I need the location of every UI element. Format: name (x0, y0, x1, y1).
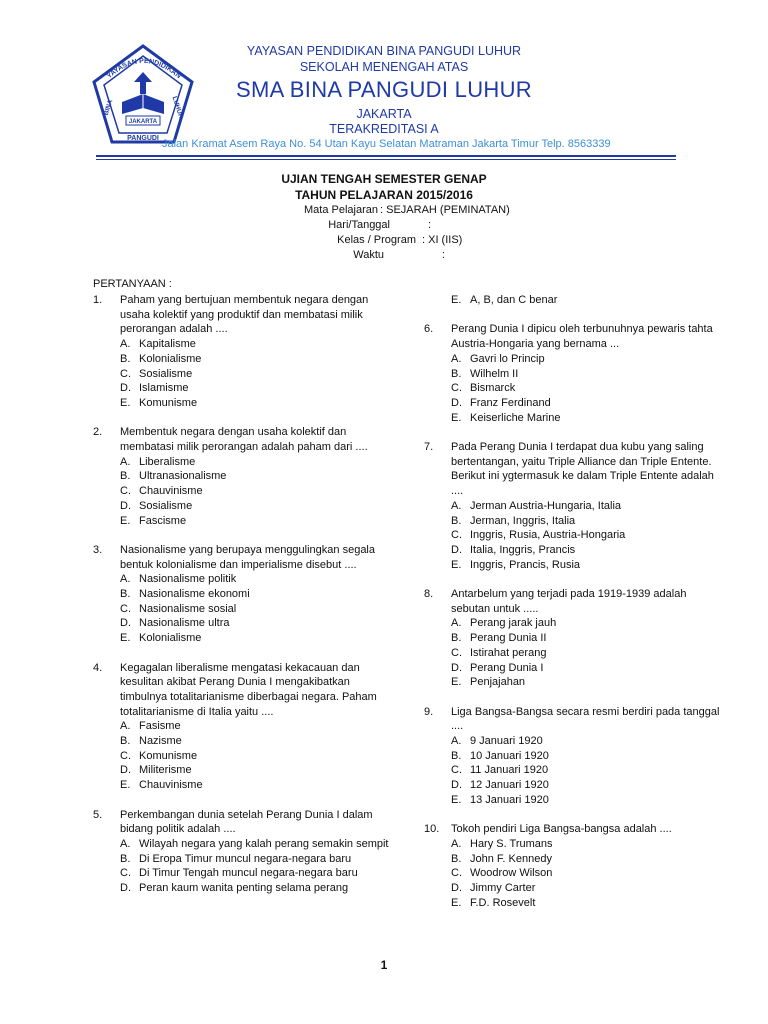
right-question-column (424, 293, 724, 925)
option-text: Islamisme (139, 382, 189, 395)
answer-option (451, 514, 724, 529)
answer-option (120, 367, 393, 382)
answer-option (120, 734, 393, 749)
option-letter: D. (451, 882, 462, 895)
answer-option (451, 631, 724, 646)
option-letter: B. (451, 632, 462, 645)
option-text: Keiserliche Marine (470, 411, 561, 424)
option-text: Peran kaum wanita penting selama perang (139, 882, 349, 895)
option-letter: D. (120, 382, 131, 395)
question-text: Pada Perang Dunia I terdapat dua kubu yang saling bertentangan, yaitu Triple Alliance dan Triple Entente. Berikut ini ygtermasuk ke dalam Triple Entente adalah .... (451, 441, 714, 498)
option-letter: A. (451, 735, 462, 748)
option-letter: A. (120, 720, 131, 733)
option-text: Nazisme (139, 735, 182, 748)
question-text: Perkembangan dunia setelah Perang Dunia I dalam bidang politik adalah .... (120, 808, 373, 836)
option-letter: E. (451, 411, 462, 424)
option-text: Fasisme (139, 720, 181, 733)
time-label: Waktu (353, 249, 384, 261)
option-text: F.D. Rosevelt (470, 896, 536, 909)
option-text: 10 Januari 1920 (470, 749, 549, 762)
option-text: Ultranasionalisme (139, 470, 227, 483)
option-letter: E. (120, 779, 131, 792)
option-letter: E. (120, 396, 131, 409)
option-letter: D. (120, 882, 131, 895)
question-6 (424, 322, 724, 425)
option-letter: E. (120, 632, 131, 645)
page-number: 1 (380, 958, 388, 972)
school-name: SMA BINA PANGUDI LUHUR (236, 77, 532, 102)
option-letter: B. (120, 352, 131, 365)
option-letter: B. (451, 514, 462, 527)
option-letter: D. (451, 396, 462, 409)
class-value: : XI (IIS) (422, 234, 463, 246)
answer-option (120, 837, 393, 852)
option-letter: B. (120, 588, 131, 601)
answer-option (451, 499, 724, 514)
day-label: Hari/Tanggal (328, 219, 390, 231)
answer-option (120, 778, 393, 793)
answer-option (451, 396, 724, 411)
option-letter: B. (451, 749, 462, 762)
answer-option (451, 528, 724, 543)
logo-left-text: BINA (102, 98, 115, 117)
question-text: Liga Bangsa-Bangsa secara resmi berdiri pada tanggal .... (451, 705, 720, 733)
option-letter: A. (451, 499, 462, 512)
option-text: Sosialisme (139, 499, 193, 512)
question-text: Tokoh pendiri Liga Bangsa-bangsa adalah .... (451, 823, 672, 836)
option-text: A, B, dan C benar (470, 294, 558, 306)
option-text: Sosialisme (139, 367, 193, 380)
option-text: 9 Januari 1920 (470, 735, 543, 748)
option-letter: E. (451, 676, 462, 689)
option-text: Italia, Inggris, Prancis (470, 543, 576, 556)
answer-option (120, 484, 393, 499)
option-letter: D. (451, 779, 462, 792)
option-letter: C. (120, 749, 131, 762)
question-number: 10. (424, 823, 440, 836)
option-text: Perang Dunia II (470, 632, 547, 645)
option-text: Istirahat perang (470, 646, 547, 659)
option-letter: B. (120, 852, 131, 865)
option-letter: D. (451, 543, 462, 556)
answer-option (120, 881, 393, 896)
option-text: Kolonialisme (139, 352, 202, 365)
answer-option (120, 763, 393, 778)
question-number: 2. (93, 426, 103, 439)
option-letter: C. (120, 485, 131, 498)
answer-option (120, 719, 393, 734)
option-letter: B. (451, 367, 462, 380)
answer-option (451, 881, 724, 896)
answer-option (451, 367, 724, 382)
question-text: Nasionalisme yang berupaya menggulingkan segala bentuk kolonialisme dan imperialisme disebut .... (120, 543, 375, 571)
option-text: Komunisme (139, 749, 198, 762)
option-text: Jimmy Carter (470, 882, 536, 895)
answer-option (451, 778, 724, 793)
answer-option (120, 337, 393, 352)
option-text: Jerman Austria-Hungaria, Italia (470, 499, 622, 512)
question-text: Membentuk negara dengan usaha kolektif dan membatasi milik perorangan adalah paham dari .... (120, 426, 368, 454)
option-letter: E. (451, 558, 462, 571)
answer-option (451, 749, 724, 764)
question-1 (93, 293, 393, 411)
option-text: Kapitalisme (139, 338, 196, 351)
exam-year: TAHUN PELAJARAN 2015/2016 (295, 188, 473, 202)
answer-option (451, 763, 724, 778)
school-city: JAKARTA (356, 107, 412, 121)
info-subject (0, 204, 768, 218)
option-text: John F. Kennedy (470, 852, 552, 865)
answer-option (451, 866, 724, 881)
question-number: 3. (93, 543, 103, 556)
info-time (0, 249, 768, 263)
option-text: Inggris, Rusia, Austria-Hongaria (470, 529, 626, 542)
option-letter: C. (451, 646, 462, 659)
answer-option (120, 469, 393, 484)
option-letter: A. (120, 573, 131, 586)
option-letter: D. (120, 617, 131, 630)
answer-option (451, 543, 724, 558)
question-2 (93, 425, 393, 528)
option-text: Nasionalisme politik (139, 573, 237, 586)
question-5-continued (424, 293, 724, 308)
question-text: Perang Dunia I dipicu oleh terbunuhnya pewaris tahta Austria-Hongaria yang bernama ... (451, 323, 713, 351)
answer-option (451, 837, 724, 852)
answer-option (120, 381, 393, 396)
option-letter: C. (451, 867, 462, 880)
option-text: Komunisme (139, 396, 198, 409)
question-4 (93, 661, 393, 793)
question-number: 7. (424, 441, 434, 453)
option-text: Militerisme (139, 764, 192, 777)
option-text: Nasionalisme ultra (139, 617, 230, 630)
question-10 (424, 822, 724, 910)
question-8 (424, 587, 724, 690)
option-text: Woodrow Wilson (470, 867, 553, 880)
answer-option (451, 616, 724, 631)
subject-value: : SEJARAH (PEMINATAN) (380, 204, 510, 216)
left-question-column (93, 293, 393, 910)
option-text: Inggris, Prancis, Rusia (470, 558, 581, 571)
option-text: Liberalisme (139, 455, 196, 468)
question-5 (93, 808, 393, 896)
answer-option (451, 793, 724, 808)
info-class (0, 234, 768, 248)
question-number: 8. (424, 588, 434, 601)
option-text: Di Eropa Timur muncul negara-negara baru (139, 852, 352, 865)
answer-option (120, 749, 393, 764)
time-value: : (442, 249, 446, 261)
option-letter: A. (451, 352, 462, 365)
logo-center-text: JAKARTA (128, 119, 158, 125)
logo-right-text: LUHUR (170, 95, 185, 120)
question-text: Paham yang bertujuan membentuk negara dengan usaha kolektif yang produktif dan membatasi milik perorangan adalah .... (120, 294, 369, 336)
class-label: Kelas / Program (337, 234, 416, 246)
option-letter: A. (451, 617, 462, 630)
option-letter: B. (120, 735, 131, 748)
option-letter: A. (120, 837, 131, 850)
option-text: Hary S. Trumans (470, 837, 553, 850)
question-number: 5. (93, 808, 103, 821)
question-3 (93, 543, 393, 646)
question-7 (424, 440, 724, 572)
answer-option (120, 616, 393, 631)
option-text: 13 Januari 1920 (470, 793, 549, 806)
answer-option (451, 411, 724, 426)
header-rule-thin (96, 159, 676, 160)
option-text: Nasionalisme sosial (139, 602, 237, 615)
option-text: Bismarck (470, 382, 516, 395)
question-text: Antarbelum yang terjadi pada 1919-1939 adalah sebutan untuk ..... (451, 588, 687, 615)
option-text: Chauvinisme (139, 779, 203, 792)
answer-option (451, 646, 724, 661)
option-letter: C. (451, 529, 462, 542)
answer-option (120, 352, 393, 367)
option-letter: C. (120, 867, 131, 880)
option-text: Franz Ferdinand (470, 396, 551, 409)
option-text: Wilhelm II (470, 367, 519, 380)
option-text: Perang jarak jauh (470, 617, 557, 630)
option-letter: D. (451, 661, 462, 674)
answer-option (120, 631, 393, 646)
answer-option (120, 852, 393, 867)
info-day (0, 219, 768, 233)
logo-bottom-text: PANGUDI (127, 135, 159, 142)
accreditation: TERAKREDITASI A (329, 122, 439, 136)
option-letter: B. (120, 470, 131, 483)
foundation-name: YAYASAN PENDIDIKAN BINA PANGUDI LUHUR (246, 44, 522, 58)
answer-option (120, 602, 393, 617)
option-text: Wilayah negara yang kalah perang semakin sempit (139, 837, 389, 850)
option-text: Chauvinisme (139, 485, 203, 498)
option-letter: A. (120, 338, 131, 351)
option-letter: C. (120, 602, 131, 615)
option-text: Perang Dunia I (470, 661, 544, 674)
answer-option (451, 734, 724, 749)
option-letter: C. (451, 764, 462, 777)
question-9 (424, 705, 724, 808)
option-text: Penjajahan (470, 676, 526, 689)
option-text: Nasionalisme ekonomi (139, 588, 250, 601)
exam-title: UJIAN TENGAH SEMESTER GENAP (281, 172, 487, 186)
answer-option (120, 866, 393, 881)
header-rule-thick (96, 155, 676, 157)
answer-option (451, 896, 724, 911)
answer-option (120, 572, 393, 587)
answer-option (120, 499, 393, 514)
option-text: Di Timur Tengah muncul negara-negara baru (139, 867, 358, 880)
answer-option (451, 293, 724, 308)
option-letter: A. (120, 455, 131, 468)
option-letter: C. (120, 367, 131, 380)
option-text: Gavri lo Princip (470, 352, 545, 365)
logo-top-text: YAYASAN PENDIDIKAN (105, 57, 182, 81)
school-level: SEKOLAH MENENGAH ATAS (299, 60, 469, 74)
answer-option (120, 514, 393, 529)
answer-option (120, 587, 393, 602)
question-number: 6. (424, 323, 434, 336)
option-text: Kolonialisme (139, 632, 202, 645)
answer-option (451, 661, 724, 676)
answer-option (451, 675, 724, 690)
option-text: 12 Januari 1920 (470, 779, 549, 792)
option-text: 11 Januari 1920 (470, 764, 549, 777)
option-text: Fascisme (139, 514, 187, 527)
subject-label: Mata Pelajaran (304, 204, 378, 216)
option-letter: C. (451, 382, 462, 395)
option-letter: E. (451, 896, 462, 909)
option-letter: B. (451, 852, 462, 865)
answer-option (451, 558, 724, 573)
question-number: 9. (424, 705, 434, 718)
questions-heading: PERTANYAAN : (93, 278, 172, 290)
day-value: : (428, 219, 432, 231)
question-number: 4. (93, 661, 103, 674)
option-letter: A. (451, 837, 462, 850)
option-letter: D. (120, 764, 131, 777)
question-text: Kegagalan liberalisme mengatasi kekacauan dan kesulitan akibat Perang Dunia I mengakibatkan timbulnya totalitarianisme diberbagai negara. Paham totalitarianisme di Italia yaitu .... (120, 661, 377, 718)
answer-option (451, 352, 724, 367)
option-text: Jerman, Inggris, Italia (470, 514, 576, 527)
answer-option (451, 852, 724, 867)
question-number: 1. (93, 294, 103, 306)
answer-option (120, 455, 393, 470)
answer-option (120, 396, 393, 411)
answer-option (451, 381, 724, 396)
option-letter: E. (120, 514, 131, 527)
option-letter: D. (120, 499, 131, 512)
option-letter: E. (451, 793, 462, 806)
school-address: Jalan Kramat Asem Raya No. 54 Utan Kayu Selatan Matraman Jakarta Timur Telp. 8563339 (162, 138, 611, 150)
option-letter: E. (451, 294, 462, 306)
